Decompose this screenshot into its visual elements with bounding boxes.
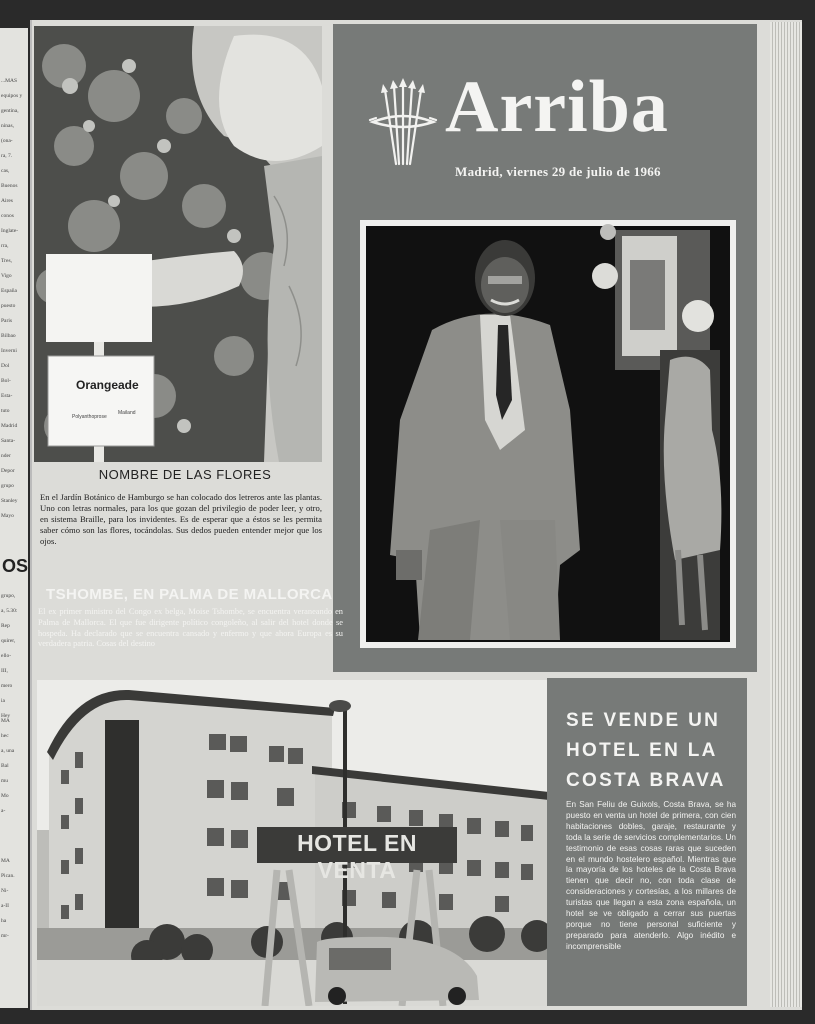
left-margin-fragment: Mo	[1, 793, 9, 799]
left-margin-fragment: Madrid	[1, 423, 18, 429]
flower-sign-small-right: Mailand	[118, 410, 136, 416]
left-margin-fragment: quirer,	[1, 638, 16, 644]
left-margin-fragment: Aires	[1, 198, 13, 204]
flowers-caption-body: En el Jardín Botánico de Hamburgo se han colocado dos letreros ante las plantas. Uno con letras normales, para los que gozan del privilegio de poder leer, y otro, en sistema Braille, para los invidentes. Es de esperar que a éstos se les permita saber cómo son las flores, tocándolas. Sus dedos pueden entender mejor que los ojos.	[40, 492, 322, 546]
tshombe-photo	[360, 220, 736, 648]
left-margin-fragment: Stanley	[1, 498, 18, 504]
left-margin-fragment: grupo	[1, 483, 14, 489]
left-margin-fragment: ra, 7.	[1, 153, 13, 159]
tshombe-headline: TSHOMBE, EN PALMA DE MALLORCA	[46, 586, 333, 603]
left-margin-fragment: Vigo	[1, 273, 12, 279]
left-margin-fragment: (ona-	[1, 138, 13, 144]
hotel-headline-line-1: SE VENDE UN	[566, 710, 721, 731]
left-margin-fragment: equipos y	[1, 93, 23, 99]
left-margin-fragment: tuto	[1, 408, 10, 414]
left-margin-text	[0, 28, 28, 1008]
left-margin-fragment: nder	[1, 453, 11, 459]
tshombe-body: El ex primer ministro del Congo ex belga, Moise Tshombe, se encuentra veraneando en Palma de Mallorca. El que fue dirigente político congoleño, al salir del hotel donde se hospeda. Ha declarado que se encuentra cansado y enfermo y que ahora Europa es su verdadera patria. Cosas del destino	[38, 607, 343, 649]
left-margin-fragment: ninas,	[1, 123, 14, 129]
left-margin-fragment: Paris	[1, 318, 12, 324]
left-margin-fragment: Esta-	[1, 393, 13, 399]
left-margin-fragment: España	[1, 288, 17, 294]
left-margin-fragment: Ni-	[1, 888, 9, 894]
hotel-headline-line-3: COSTA BRAVA	[566, 770, 726, 791]
left-margin-fragment: Rep	[1, 623, 10, 629]
left-margin-fragment: mero	[1, 683, 13, 689]
hotel-headline	[566, 706, 726, 796]
left-margin-fragment: Pican.	[1, 873, 15, 879]
left-margin-fragment: conos	[1, 213, 14, 219]
left-margin-fragment: Dol	[1, 363, 10, 369]
left-margin-fragment: Inglate-	[1, 228, 19, 234]
flower-sign-small-left: Polyanthoprose	[72, 414, 107, 420]
flowers-caption-title: NOMBRE DE LAS FLORES	[98, 467, 272, 482]
left-margin-big-letters: OS	[2, 556, 28, 576]
yoke-and-arrows-emblem-icon	[368, 78, 438, 170]
left-margin-fragment: ...MAS	[1, 78, 18, 84]
left-margin-fragment: a, 5.30:	[1, 608, 18, 614]
left-margin-fragment: gentina,	[1, 108, 19, 114]
left-margin-fragment: MA	[1, 858, 10, 864]
left-margin-fragment: Bol-	[1, 378, 11, 384]
left-margin-fragment: a-	[1, 808, 6, 814]
left-margin-fragment: MA	[1, 718, 10, 724]
left-margin-fragment: cas,	[1, 168, 10, 174]
page-edges	[770, 22, 802, 1007]
left-margin-fragment: puesto	[1, 303, 16, 309]
left-margin-fragment: Buenos	[1, 183, 18, 189]
left-margin-fragment: ello-	[1, 653, 12, 659]
flower-sign-label: Orangeade	[76, 378, 139, 392]
left-margin-fragment: hec	[1, 733, 9, 739]
hotel-photo	[37, 680, 549, 1006]
hotel-headline-line-2: HOTEL EN LA	[566, 740, 718, 761]
masthead-dateline: Madrid, viernes 29 de julio de 1966	[455, 164, 661, 179]
left-margin-fragment: Mayo	[1, 513, 14, 519]
left-margin-fragment: grupo,	[1, 593, 16, 599]
flowers-photo	[34, 26, 322, 462]
left-margin-fragment: Bal	[1, 763, 9, 769]
left-margin-fragment: Depor	[1, 468, 15, 474]
masthead-title: Arriba	[445, 66, 669, 148]
left-margin-fragment: ha	[1, 918, 7, 924]
left-margin-fragment: mu	[1, 778, 9, 784]
left-margin-fragment: Tres,	[1, 258, 12, 264]
left-margin-fragment: Inverni	[1, 348, 17, 354]
left-margin-fragment: mr-	[1, 933, 9, 939]
hotel-sale-sign: HOTEL EN VENTA	[297, 830, 417, 883]
left-margin-fragment: a, una	[1, 748, 15, 754]
left-margin-fragment: Bilbao	[1, 333, 16, 339]
left-margin-fragment: Hey	[1, 713, 11, 719]
left-margin-fragment: Santa-	[1, 438, 16, 444]
hotel-body: En San Feliu de Guixols, Costa Brava, se ha puesto en venta un hotel de primera, con cien habitaciones dobles, garaje, restaurante y toda la serie de servicios complementarios. Un testimonio de esas cosas raras que suceden en el mundo hostelero español. Mientras que la mayoría de los hoteles de la Costa Brava tienen que decir no, con toda clase de consideraciones y cortesías, a los millares de turistas que llegan a esta zona española, un hotel se ve obligado a cerrar sus puertas porque no tiene personal suficiente y preparado para atenderlo. Algo inédito e incomprensible	[566, 800, 736, 951]
left-margin-fragment: III,	[1, 668, 8, 674]
left-margin-fragment: a-II	[1, 903, 9, 909]
left-margin-fragment: ia	[1, 698, 5, 704]
left-margin-fragment: rra,	[1, 243, 9, 249]
